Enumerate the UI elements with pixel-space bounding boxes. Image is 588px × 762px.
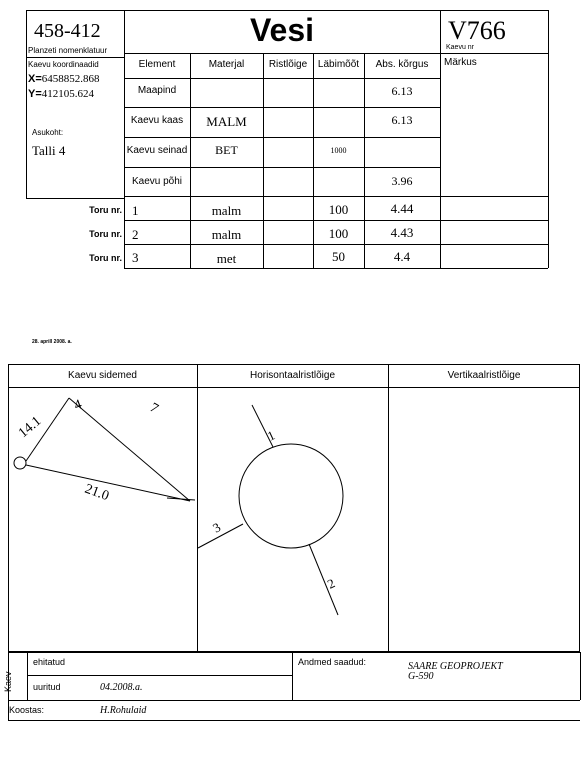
link-label: 21.0 <box>82 481 111 505</box>
compiled-label: Koostas: <box>9 705 45 715</box>
built-label: ehitatud <box>33 657 66 667</box>
data-from-label: Andmed saadud: <box>298 657 367 667</box>
divider <box>124 53 440 54</box>
divider <box>124 244 548 245</box>
row-label: Kaevu kaas <box>130 115 184 126</box>
col-element: Element <box>138 59 176 70</box>
row-height: 6.13 <box>391 84 413 98</box>
row-label: Kaevu põhi <box>131 176 183 187</box>
col-cross-section: Ristlõige <box>268 59 308 70</box>
row-height: 3.96 <box>391 174 413 188</box>
divider <box>440 10 441 268</box>
pipe-diameter: 100 <box>328 226 349 241</box>
location-caption: Asukoht: <box>32 128 64 137</box>
section-vertical-title: Vertikaalristlõige <box>447 370 521 381</box>
pipe-material: malm <box>211 227 242 242</box>
divider <box>8 720 580 721</box>
divider <box>124 220 548 221</box>
coords-caption: Kaevu koordinaadid <box>28 60 99 69</box>
nomenclature-caption: Planzeti nomenklatuur <box>28 46 108 55</box>
pipe-label-sketch: 2 <box>324 575 338 592</box>
pipe-label-sketch: 3 <box>210 519 224 536</box>
pipe-number: 3 <box>132 250 139 265</box>
col-material: Materjal <box>208 59 245 70</box>
surveyed-label: uuritud <box>33 682 61 692</box>
nomenclature-number: 458-412 <box>34 20 101 42</box>
pipe-label: Toru nr. <box>89 229 122 239</box>
divider <box>27 652 28 700</box>
pipe-height: 4.44 <box>390 201 414 216</box>
divider <box>580 652 581 700</box>
row-label: Kaevu seinad <box>126 145 188 156</box>
divider <box>124 167 440 168</box>
section-horizontal-title: Horisontaalristlõige <box>249 370 336 381</box>
pipe-label: Toru nr. <box>89 253 122 263</box>
pipe-diameter: 100 <box>328 202 349 217</box>
row-diameter: 1000 <box>330 146 347 155</box>
divider <box>26 10 548 11</box>
divider <box>388 364 389 652</box>
divider <box>27 675 292 676</box>
page-title: Vesi <box>249 12 315 48</box>
divider <box>124 78 440 79</box>
y-value: 412105.624 <box>41 88 95 100</box>
divider <box>440 53 548 54</box>
pipe-height: 4.4 <box>393 249 411 264</box>
x-label: X= <box>28 73 42 85</box>
data-from-code: G-590 <box>408 671 434 682</box>
pipe-number: 1 <box>132 203 139 218</box>
pipe-material: met <box>216 251 237 266</box>
divider <box>292 652 293 700</box>
row-material: MALM <box>206 114 247 129</box>
divider <box>263 53 264 268</box>
divider <box>124 137 440 138</box>
row-label: Maapind <box>137 85 177 96</box>
divider <box>124 268 548 269</box>
links-sketch <box>9 388 196 650</box>
location-value: Talli 4 <box>32 143 66 158</box>
divider <box>26 10 27 198</box>
y-coordinate <box>28 88 94 100</box>
col-diameter: Läbimõõt <box>317 59 360 70</box>
well-marker-icon <box>14 457 26 469</box>
link-label: 4 <box>72 397 84 414</box>
horizontal-section-sketch <box>198 388 387 650</box>
col-abs-height: Abs. kõrgus <box>375 59 429 70</box>
section-links-title: Kaevu sidemed <box>68 370 137 381</box>
divider <box>124 196 548 197</box>
date-text: 28. aprill 2008. a. <box>32 339 72 345</box>
pipe-material: malm <box>211 203 242 218</box>
divider <box>548 10 549 268</box>
well-id: V766 <box>448 16 506 45</box>
data-from-company: SAARE GEOPROJEKT <box>408 661 503 672</box>
row-material: BET <box>215 143 238 157</box>
row-height: 6.13 <box>391 113 413 127</box>
well-vertical-label: Kaev <box>3 671 13 692</box>
divider <box>8 700 580 701</box>
divider <box>26 57 124 58</box>
x-coordinate <box>28 73 100 85</box>
compiled-value: H.Rohulaid <box>100 705 147 716</box>
pipe-diameter: 50 <box>332 249 345 264</box>
surveyed-value: 04.2008.a. <box>100 682 143 693</box>
y-label: Y= <box>28 88 42 100</box>
link-label: 14.1 <box>15 413 45 442</box>
divider <box>124 107 440 108</box>
col-remarks: Märkus <box>444 57 477 68</box>
pipe-height: 4.43 <box>390 225 414 240</box>
well-circle <box>239 444 343 548</box>
divider <box>26 198 124 199</box>
well-id-caption: Kaevu nr <box>446 44 475 51</box>
pipe-number: 2 <box>132 227 139 242</box>
link-label: 7 <box>147 400 161 417</box>
pipe-label-sketch: 1 <box>264 427 278 444</box>
divider <box>8 652 580 653</box>
pipe-label: Toru nr. <box>89 205 122 215</box>
x-value: 6458852.868 <box>41 73 100 85</box>
